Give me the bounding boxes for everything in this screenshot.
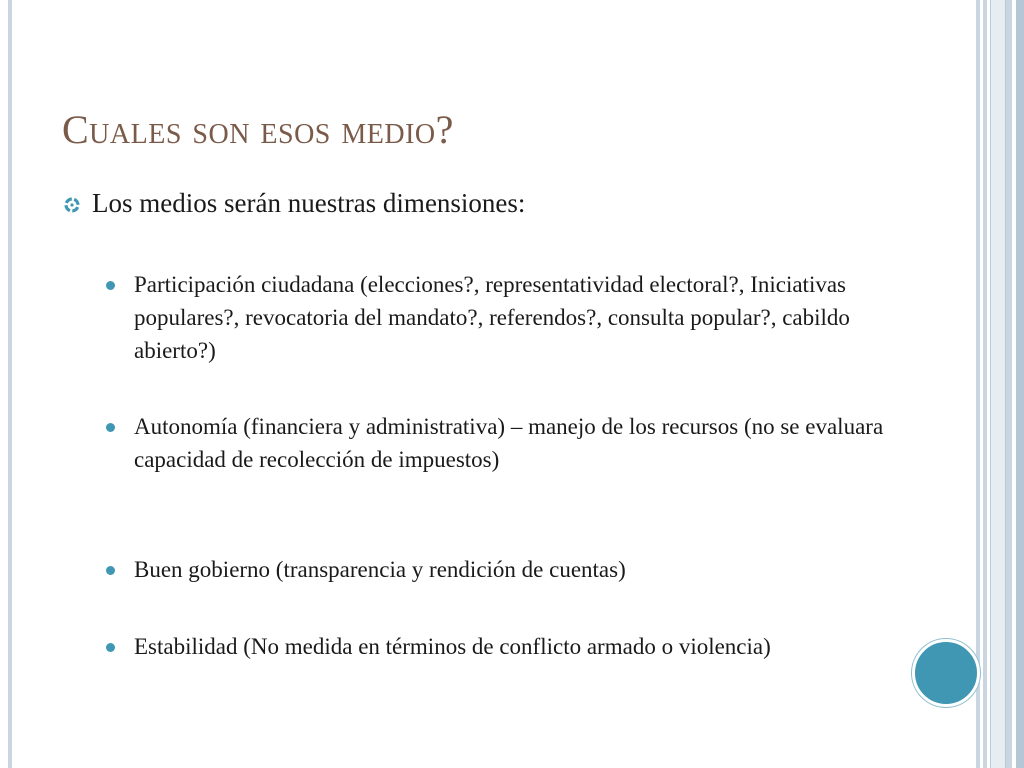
list-item-text: Participación ciudadana (elecciones?, representatividad electoral?, Iniciativas populares?, revocatoria del mandato?, referendos?, consulta popular?, cabildo abierto?) [134,272,850,363]
main-bullet-item [62,188,882,219]
list-item-text: Autonomía (financiera y administrativa) – manejo de los recursos (no se evaluara capacidad de recolección de impuestos) [134,414,884,472]
list-item [104,553,894,586]
decorative-ring-bullet-icon [64,197,78,211]
list-item [104,410,894,476]
right-stripe [983,0,987,768]
main-bullet-text: Los medios serán nuestras dimensiones: [92,188,526,218]
right-stripe [1016,0,1024,768]
left-border-line [8,0,12,768]
list-item [104,268,894,367]
dot-bullet-icon [106,281,115,290]
list-item-text: Buen gobierno (transparencia y rendición de cuentas) [134,557,626,582]
slide-title: Cuales son esos medio? [62,107,454,152]
circle-icon [912,639,980,707]
list-item-text: Estabilidad (No medida en términos de conflicto armado o violencia) [134,634,771,659]
dot-bullet-icon [106,423,115,432]
right-decorative-band [976,0,1024,768]
list-item [104,630,894,663]
right-stripe [990,0,1006,768]
dot-bullet-icon [106,643,115,652]
right-stripe [1006,0,1012,768]
right-stripe [976,0,980,768]
dot-bullet-icon [106,566,115,575]
